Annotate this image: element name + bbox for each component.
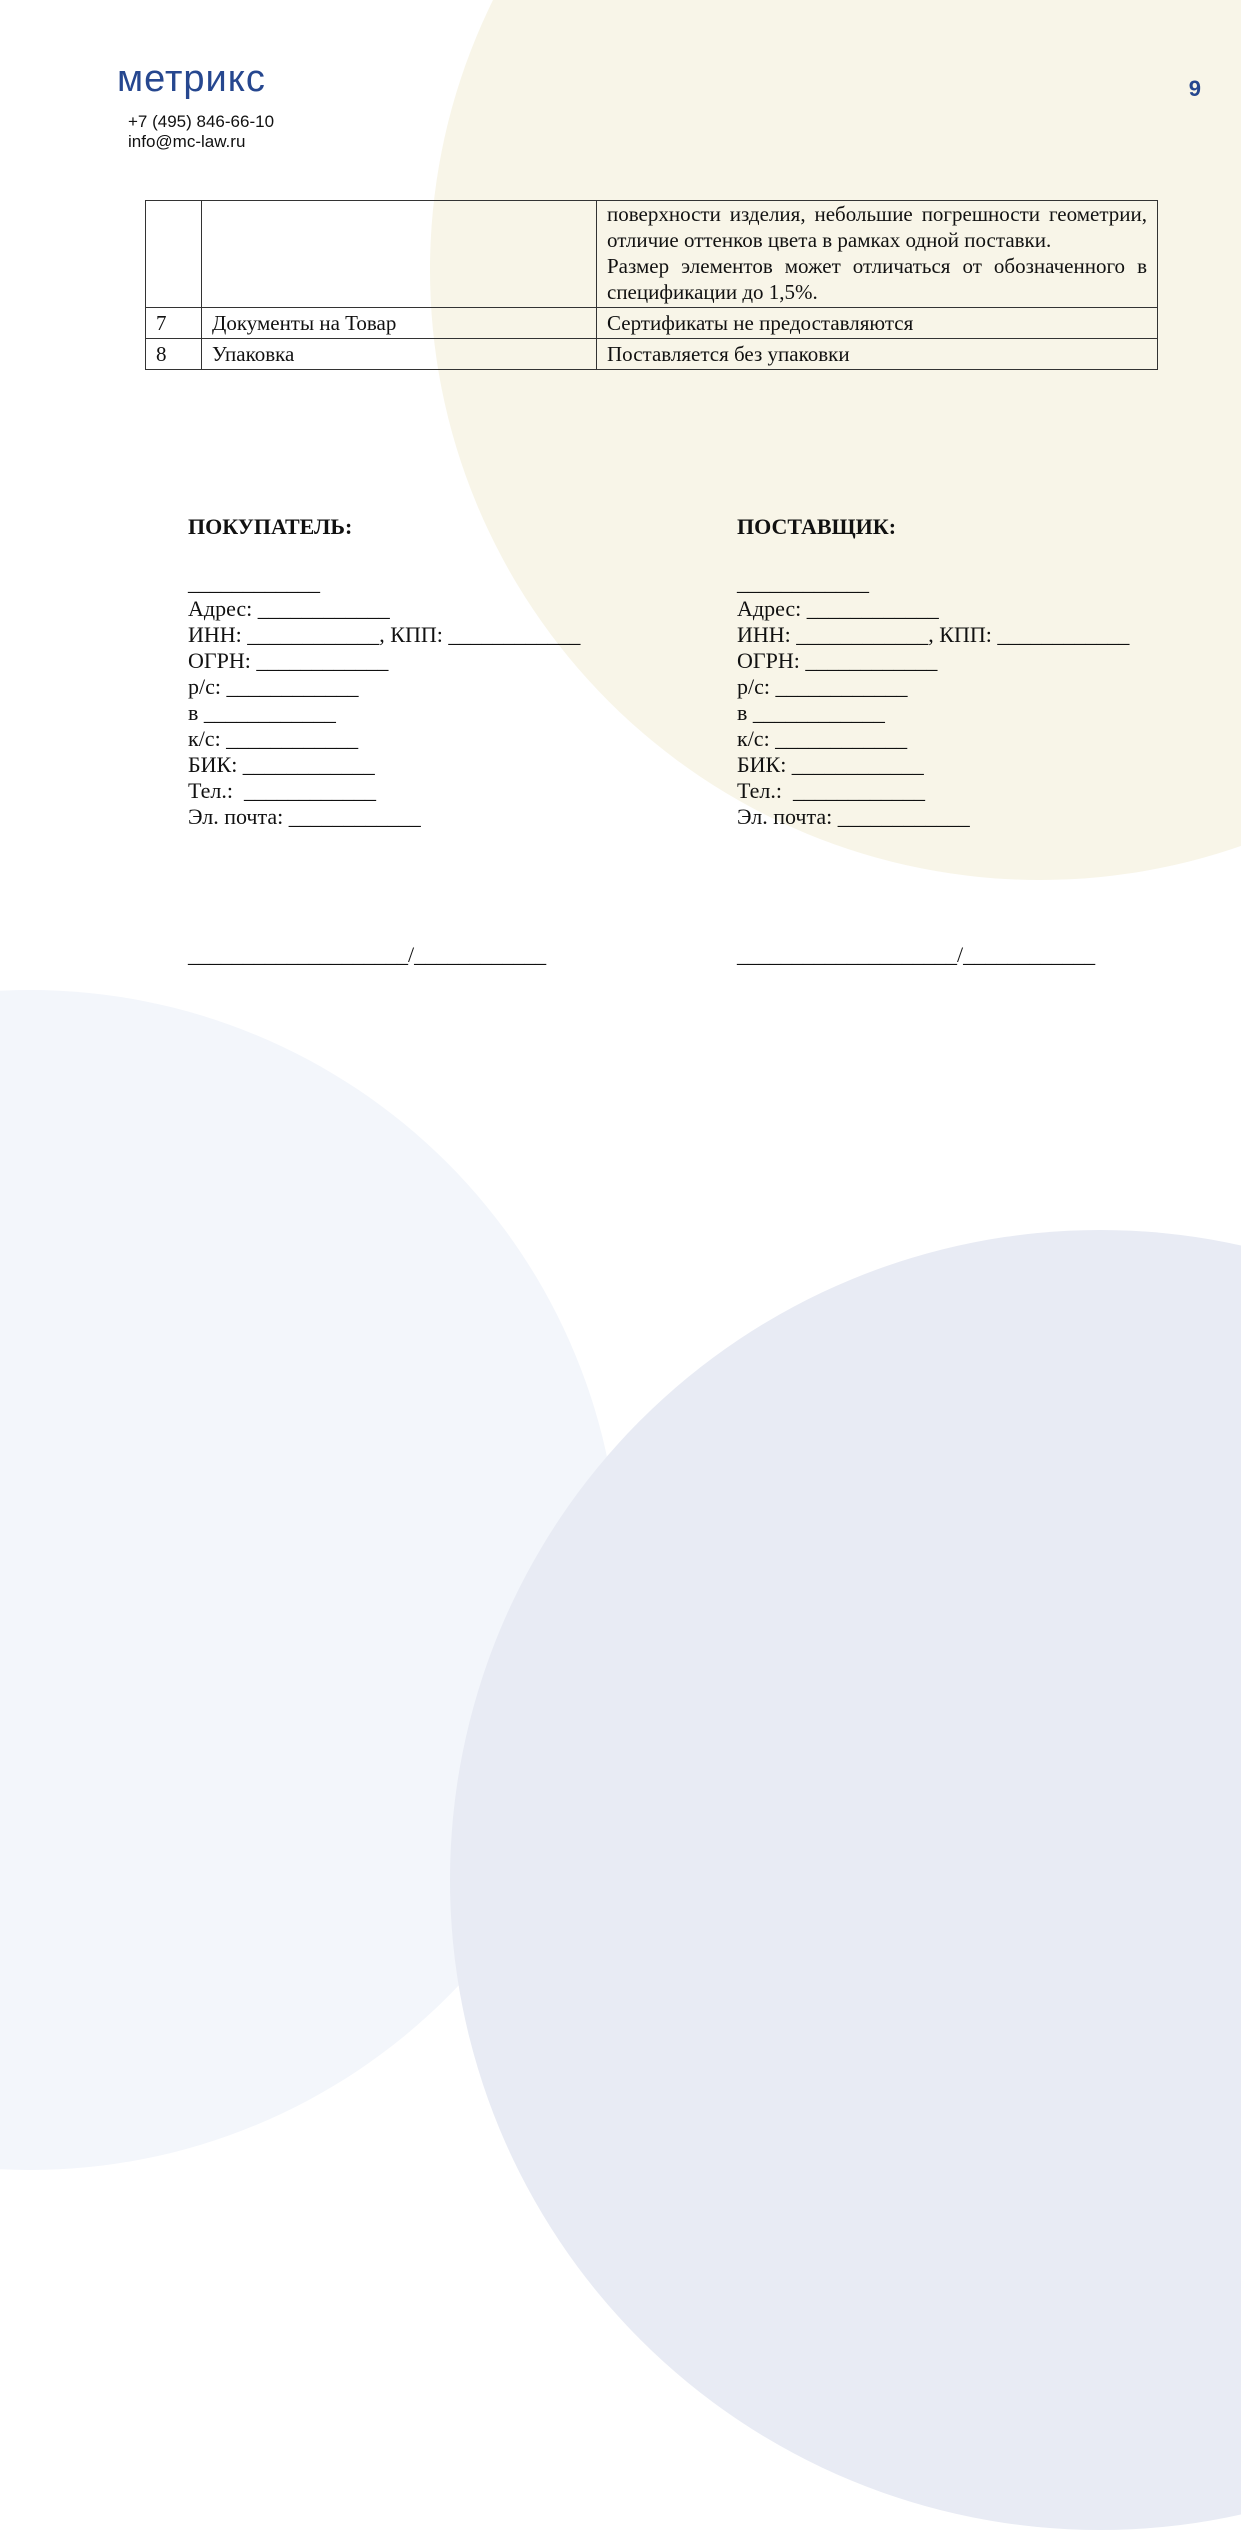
supplier-email-field: Эл. почта: ____________ [737,804,970,829]
buyer-bank-field: в ____________ [188,700,336,725]
contact-block [128,112,274,152]
buyer-title: ПОКУПАТЕЛЬ: [188,514,353,539]
row-value [597,201,1158,308]
supplier-corr-account-field: к/с: ____________ [737,726,908,751]
row-number [146,201,202,308]
row-value [597,308,1158,339]
table-row [146,308,1158,339]
buyer-name-field: ____________ [188,570,320,595]
supplier-account-field: р/с: ____________ [737,674,908,699]
supplier-name-field: ____________ [737,570,869,595]
buyer-inn-kpp-field: ИНН: ____________, КПП: ____________ [188,622,581,647]
buyer-bik-field: БИК: ____________ [188,752,375,777]
row-value-line: Поставляется без упаковки [607,342,850,366]
buyer-account-field: р/с: ____________ [188,674,359,699]
supplier-bik-field: БИК: ____________ [737,752,924,777]
supplier-ogrn-field: ОГРН: ____________ [737,648,938,673]
supplier-details [737,514,1177,830]
company-logo: метрикс [117,58,266,100]
specification-table [145,200,1158,370]
row-value-line: Сертификаты не предоставляются [607,311,914,335]
row-name: Документы на Товар [202,308,597,339]
page-number: 9 [1188,76,1201,101]
row-number: 7 [146,308,202,339]
row-name: Упаковка [202,339,597,370]
contact-phone: +7 (495) 846-66-10 [128,112,275,131]
buyer-signature-line: ____________________/____________ [188,942,547,967]
supplier-bank-field: в ____________ [737,700,885,725]
contact-email: info@mc-law.ru [128,132,246,151]
row-number: 8 [146,339,202,370]
buyer-corr-account-field: к/с: ____________ [188,726,359,751]
row-value [597,339,1158,370]
table-row [146,339,1158,370]
row-value-line: поверхности изделия, небольшие погрешности геометрии, отличие оттенков цвета в рамках одной поставки. [607,202,1147,252]
buyer-ogrn-field: ОГРН: ____________ [188,648,389,673]
buyer-address-field: Адрес: ____________ [188,596,390,621]
row-value-line: Размер элементов может отличаться от обозначенного в спецификации до 1,5%. [607,254,1147,304]
supplier-title: ПОСТАВЩИК: [737,514,897,539]
buyer-details [188,514,628,830]
row-name [202,201,597,308]
supplier-phone-field: Тел.: ____________ [737,778,925,803]
table-row [146,201,1158,308]
buyer-email-field: Эл. почта: ____________ [188,804,421,829]
supplier-address-field: Адрес: ____________ [737,596,939,621]
supplier-signature-line: ____________________/____________ [737,942,1096,967]
supplier-inn-kpp-field: ИНН: ____________, КПП: ____________ [737,622,1130,647]
buyer-phone-field: Тел.: ____________ [188,778,376,803]
